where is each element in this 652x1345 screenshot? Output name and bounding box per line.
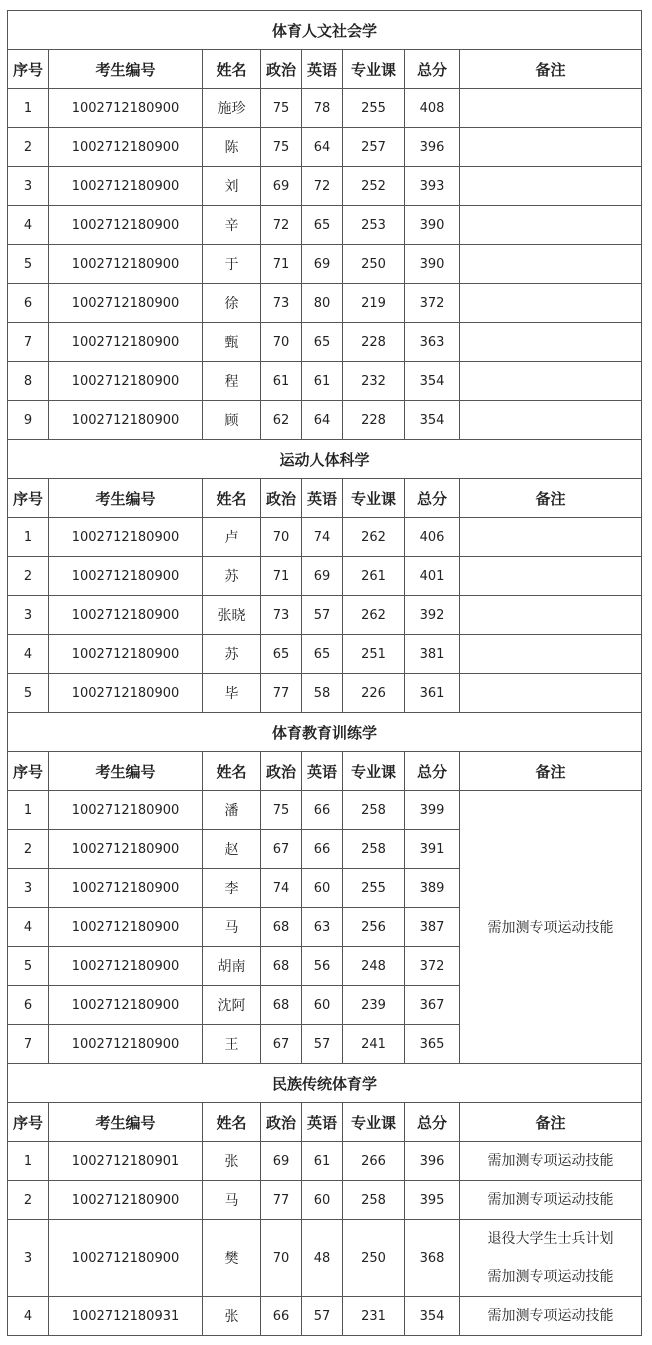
candidate-name: 陈 — [203, 128, 261, 167]
major-score: 228 — [343, 401, 405, 440]
section-title-row — [8, 1064, 642, 1103]
column-header: 专业课 — [343, 752, 405, 791]
table-row — [8, 674, 642, 713]
candidate-name: 马 — [203, 908, 261, 947]
column-header: 备注 — [460, 752, 642, 791]
total-score: 395 — [405, 1181, 460, 1220]
column-header: 备注 — [460, 479, 642, 518]
total-score: 361 — [405, 674, 460, 713]
section-title: 体育教育训练学 — [8, 713, 642, 752]
remark-text: 需加测专项运动技能 — [487, 1269, 614, 1285]
total-score: 392 — [405, 596, 460, 635]
english-score: 74 — [302, 518, 343, 557]
total-score: 354 — [405, 1297, 460, 1336]
row-number: 5 — [8, 674, 49, 713]
total-score: 354 — [405, 362, 460, 401]
section-title: 运动人体科学 — [8, 440, 642, 479]
english-score: 66 — [302, 791, 343, 830]
remark-cell — [460, 635, 642, 674]
english-score: 69 — [302, 557, 343, 596]
english-score: 57 — [302, 1025, 343, 1064]
major-score: 261 — [343, 557, 405, 596]
column-header: 政治 — [261, 479, 302, 518]
column-header: 备注 — [460, 50, 642, 89]
column-header: 序号 — [8, 50, 49, 89]
candidate-id: 1002712180901 — [49, 1142, 203, 1181]
table-row — [8, 1220, 642, 1297]
header-row — [8, 1103, 642, 1142]
section-title-row — [8, 440, 642, 479]
politics-score: 70 — [261, 518, 302, 557]
politics-score: 67 — [261, 1025, 302, 1064]
candidate-name: 李 — [203, 869, 261, 908]
remark-cell — [460, 401, 642, 440]
candidate-id: 1002712180900 — [49, 1181, 203, 1220]
column-header: 专业课 — [343, 479, 405, 518]
remark-cell — [460, 128, 642, 167]
total-score: 354 — [405, 401, 460, 440]
major-score: 255 — [343, 89, 405, 128]
major-score: 231 — [343, 1297, 405, 1336]
table-row — [8, 362, 642, 401]
table-row — [8, 89, 642, 128]
candidate-name: 甄 — [203, 323, 261, 362]
column-header: 姓名 — [203, 50, 261, 89]
remark-cell — [460, 245, 642, 284]
major-score: 258 — [343, 1181, 405, 1220]
column-header: 考生编号 — [49, 479, 203, 518]
total-score: 390 — [405, 206, 460, 245]
row-number: 2 — [8, 557, 49, 596]
politics-score: 73 — [261, 284, 302, 323]
candidate-name: 胡南 — [203, 947, 261, 986]
candidate-id: 1002712180900 — [49, 362, 203, 401]
row-number: 2 — [8, 1181, 49, 1220]
remark-text: 需加测专项运动技能 — [487, 1192, 614, 1208]
politics-score: 73 — [261, 596, 302, 635]
major-score: 255 — [343, 869, 405, 908]
english-score: 63 — [302, 908, 343, 947]
candidate-name: 辛 — [203, 206, 261, 245]
remark-cell: 需加测专项运动技能 — [460, 791, 642, 1064]
column-header: 英语 — [302, 479, 343, 518]
candidate-id: 1002712180900 — [49, 986, 203, 1025]
column-header: 姓名 — [203, 479, 261, 518]
remark-cell — [460, 323, 642, 362]
major-score: 226 — [343, 674, 405, 713]
candidate-name: 于 — [203, 245, 261, 284]
politics-score: 77 — [261, 674, 302, 713]
candidate-name: 樊 — [203, 1220, 261, 1297]
candidate-name: 王 — [203, 1025, 261, 1064]
row-number: 1 — [8, 1142, 49, 1181]
total-score: 391 — [405, 830, 460, 869]
column-header: 英语 — [302, 1103, 343, 1142]
remark-cell — [460, 1181, 642, 1220]
major-score: 251 — [343, 635, 405, 674]
politics-score: 68 — [261, 908, 302, 947]
section-title-row — [8, 11, 642, 50]
total-score: 389 — [405, 869, 460, 908]
table-row — [8, 791, 642, 830]
remark-cell — [460, 1297, 642, 1336]
row-number: 1 — [8, 791, 49, 830]
remark-text: 需加测专项运动技能 — [487, 1308, 614, 1324]
major-score: 219 — [343, 284, 405, 323]
total-score: 399 — [405, 791, 460, 830]
candidate-id: 1002712180900 — [49, 596, 203, 635]
politics-score: 71 — [261, 245, 302, 284]
column-header: 英语 — [302, 752, 343, 791]
candidate-id: 1002712180900 — [49, 1220, 203, 1297]
major-score: 262 — [343, 596, 405, 635]
major-score: 252 — [343, 167, 405, 206]
row-number: 4 — [8, 1297, 49, 1336]
section-title-row — [8, 713, 642, 752]
row-number: 6 — [8, 986, 49, 1025]
english-score: 69 — [302, 245, 343, 284]
english-score: 72 — [302, 167, 343, 206]
english-score: 60 — [302, 869, 343, 908]
english-score: 48 — [302, 1220, 343, 1297]
politics-score: 74 — [261, 869, 302, 908]
candidate-id: 1002712180931 — [49, 1297, 203, 1336]
english-score: 61 — [302, 1142, 343, 1181]
candidate-id: 1002712180900 — [49, 284, 203, 323]
english-score: 57 — [302, 596, 343, 635]
header-row — [8, 50, 642, 89]
candidate-id: 1002712180900 — [49, 518, 203, 557]
row-number: 1 — [8, 89, 49, 128]
english-score: 64 — [302, 401, 343, 440]
column-header: 备注 — [460, 1103, 642, 1142]
candidate-id: 1002712180900 — [49, 128, 203, 167]
politics-score: 69 — [261, 1142, 302, 1181]
table-row — [8, 1181, 642, 1220]
header-row — [8, 479, 642, 518]
major-score: 258 — [343, 791, 405, 830]
table-row — [8, 1142, 642, 1181]
candidate-id: 1002712180900 — [49, 908, 203, 947]
politics-score: 66 — [261, 1297, 302, 1336]
column-header: 序号 — [8, 479, 49, 518]
candidate-id: 1002712180900 — [49, 401, 203, 440]
candidate-id: 1002712180900 — [49, 557, 203, 596]
politics-score: 75 — [261, 128, 302, 167]
politics-score: 65 — [261, 635, 302, 674]
total-score: 401 — [405, 557, 460, 596]
remark-text: 需加测专项运动技能 — [487, 1153, 614, 1169]
table-row — [8, 557, 642, 596]
english-score: 60 — [302, 1181, 343, 1220]
candidate-id: 1002712180900 — [49, 206, 203, 245]
major-score: 257 — [343, 128, 405, 167]
remark-cell — [460, 557, 642, 596]
row-number: 4 — [8, 908, 49, 947]
remark-cell — [460, 167, 642, 206]
candidate-id: 1002712180900 — [49, 245, 203, 284]
total-score: 390 — [405, 245, 460, 284]
english-score: 61 — [302, 362, 343, 401]
candidate-id: 1002712180900 — [49, 323, 203, 362]
candidate-name: 程 — [203, 362, 261, 401]
politics-score: 72 — [261, 206, 302, 245]
candidate-id: 1002712180900 — [49, 89, 203, 128]
column-header: 政治 — [261, 752, 302, 791]
row-number: 3 — [8, 1220, 49, 1297]
candidate-name: 刘 — [203, 167, 261, 206]
column-header: 姓名 — [203, 1103, 261, 1142]
candidate-name: 马 — [203, 1181, 261, 1220]
column-header: 考生编号 — [49, 1103, 203, 1142]
major-score: 266 — [343, 1142, 405, 1181]
column-header: 专业课 — [343, 50, 405, 89]
major-score: 250 — [343, 245, 405, 284]
candidate-name: 张晓 — [203, 596, 261, 635]
row-number: 6 — [8, 284, 49, 323]
row-number: 5 — [8, 947, 49, 986]
candidate-name: 苏 — [203, 557, 261, 596]
remark-text: 退役大学生士兵计划 — [487, 1231, 614, 1247]
total-score: 408 — [405, 89, 460, 128]
english-score: 80 — [302, 284, 343, 323]
admission-table — [7, 10, 642, 1336]
total-score: 363 — [405, 323, 460, 362]
candidate-name: 卢 — [203, 518, 261, 557]
politics-score: 68 — [261, 947, 302, 986]
total-score: 368 — [405, 1220, 460, 1297]
total-score: 365 — [405, 1025, 460, 1064]
politics-score: 75 — [261, 89, 302, 128]
candidate-name: 施珍 — [203, 89, 261, 128]
row-number: 7 — [8, 1025, 49, 1064]
politics-score: 70 — [261, 323, 302, 362]
english-score: 65 — [302, 206, 343, 245]
major-score: 248 — [343, 947, 405, 986]
candidate-name: 顾 — [203, 401, 261, 440]
politics-score: 69 — [261, 167, 302, 206]
total-score: 367 — [405, 986, 460, 1025]
candidate-id: 1002712180900 — [49, 947, 203, 986]
column-header: 总分 — [405, 479, 460, 518]
total-score: 406 — [405, 518, 460, 557]
politics-score: 61 — [261, 362, 302, 401]
english-score: 60 — [302, 986, 343, 1025]
english-score: 57 — [302, 1297, 343, 1336]
major-score: 258 — [343, 830, 405, 869]
major-score: 250 — [343, 1220, 405, 1297]
politics-score: 62 — [261, 401, 302, 440]
politics-score: 75 — [261, 791, 302, 830]
politics-score: 68 — [261, 986, 302, 1025]
major-score: 228 — [343, 323, 405, 362]
column-header: 序号 — [8, 1103, 49, 1142]
row-number: 3 — [8, 167, 49, 206]
candidate-id: 1002712180900 — [49, 869, 203, 908]
table-row — [8, 518, 642, 557]
column-header: 总分 — [405, 1103, 460, 1142]
row-number: 2 — [8, 128, 49, 167]
row-number: 7 — [8, 323, 49, 362]
candidate-name: 毕 — [203, 674, 261, 713]
column-header: 考生编号 — [49, 752, 203, 791]
section-title: 民族传统体育学 — [8, 1064, 642, 1103]
english-score: 78 — [302, 89, 343, 128]
column-header: 考生编号 — [49, 50, 203, 89]
column-header: 总分 — [405, 752, 460, 791]
total-score: 396 — [405, 1142, 460, 1181]
candidate-id: 1002712180900 — [49, 1025, 203, 1064]
table-row — [8, 1297, 642, 1336]
candidate-name: 徐 — [203, 284, 261, 323]
politics-score: 77 — [261, 1181, 302, 1220]
table-row — [8, 323, 642, 362]
candidate-id: 1002712180900 — [49, 830, 203, 869]
english-score: 56 — [302, 947, 343, 986]
row-number: 4 — [8, 635, 49, 674]
candidate-id: 1002712180900 — [49, 635, 203, 674]
row-number: 3 — [8, 869, 49, 908]
politics-score: 67 — [261, 830, 302, 869]
candidate-id: 1002712180900 — [49, 791, 203, 830]
row-number: 1 — [8, 518, 49, 557]
table-row — [8, 128, 642, 167]
remark-cell — [460, 1220, 642, 1297]
row-number: 3 — [8, 596, 49, 635]
row-number: 4 — [8, 206, 49, 245]
remark-cell — [460, 284, 642, 323]
total-score: 381 — [405, 635, 460, 674]
candidate-name: 潘 — [203, 791, 261, 830]
column-header: 英语 — [302, 50, 343, 89]
remark-cell — [460, 206, 642, 245]
column-header: 总分 — [405, 50, 460, 89]
column-header: 序号 — [8, 752, 49, 791]
major-score: 239 — [343, 986, 405, 1025]
major-score: 253 — [343, 206, 405, 245]
major-score: 241 — [343, 1025, 405, 1064]
english-score: 66 — [302, 830, 343, 869]
candidate-id: 1002712180900 — [49, 674, 203, 713]
major-score: 232 — [343, 362, 405, 401]
candidate-name: 苏 — [203, 635, 261, 674]
english-score: 64 — [302, 128, 343, 167]
remark-cell — [460, 89, 642, 128]
politics-score: 71 — [261, 557, 302, 596]
table-row — [8, 206, 642, 245]
column-header: 政治 — [261, 50, 302, 89]
row-number: 8 — [8, 362, 49, 401]
politics-score: 70 — [261, 1220, 302, 1297]
remark-cell — [460, 596, 642, 635]
row-number: 2 — [8, 830, 49, 869]
header-row — [8, 752, 642, 791]
total-score: 393 — [405, 167, 460, 206]
total-score: 372 — [405, 947, 460, 986]
total-score: 372 — [405, 284, 460, 323]
candidate-name: 赵 — [203, 830, 261, 869]
major-score: 256 — [343, 908, 405, 947]
table-row — [8, 284, 642, 323]
table-row — [8, 167, 642, 206]
total-score: 396 — [405, 128, 460, 167]
remark-cell — [460, 1142, 642, 1181]
table-row — [8, 245, 642, 284]
total-score: 387 — [405, 908, 460, 947]
table-row — [8, 401, 642, 440]
english-score: 65 — [302, 323, 343, 362]
candidate-id: 1002712180900 — [49, 167, 203, 206]
column-header: 专业课 — [343, 1103, 405, 1142]
row-number: 9 — [8, 401, 49, 440]
row-number: 5 — [8, 245, 49, 284]
column-header: 姓名 — [203, 752, 261, 791]
section-title: 体育人文社会学 — [8, 11, 642, 50]
english-score: 65 — [302, 635, 343, 674]
english-score: 58 — [302, 674, 343, 713]
remark-cell — [460, 674, 642, 713]
candidate-name: 沈阿 — [203, 986, 261, 1025]
remark-cell — [460, 518, 642, 557]
table-row — [8, 596, 642, 635]
table-row — [8, 635, 642, 674]
column-header: 政治 — [261, 1103, 302, 1142]
major-score: 262 — [343, 518, 405, 557]
candidate-name: 张 — [203, 1142, 261, 1181]
candidate-name: 张 — [203, 1297, 261, 1336]
remark-cell — [460, 362, 642, 401]
